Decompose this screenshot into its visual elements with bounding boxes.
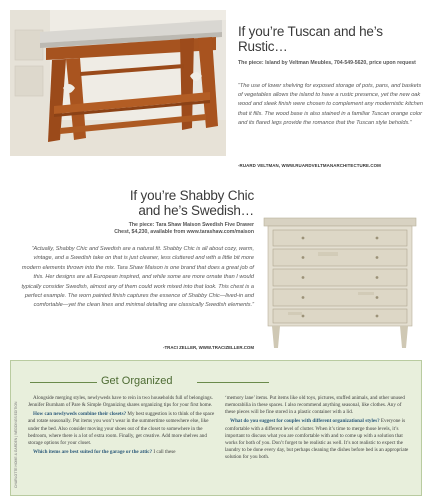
answer-garage-start: I call these <box>152 449 176 456</box>
tuscan-piece-info: The piece: Island by Veltman Meubles, 704-549-5620, price upon request <box>238 60 416 66</box>
answer-styles: Everyone is comfortable with a different level of clutter. When it’s time to merge those levels, it’s important to discuss what you are comfortable with and to come up with a solution that works for both of you. Don’t forget to be realistic as well. It’s not realistic to expect the laundry to be done every day, but perhaps cleaning the dishes before bed is an appropriate solution for you both. <box>225 418 409 460</box>
question-closets: How can newlyweds combine their closets? <box>33 411 127 418</box>
organized-left-column <box>28 395 216 458</box>
shabby-piece-info: The piece: Tara Shaw Maison Swedish Five Drawer Chest, $4,230, available from www.tarashaw.com/maison <box>114 222 254 235</box>
title-rule-right <box>197 382 269 383</box>
question-styles: What do you suggest for couples with different organizational styles? <box>230 418 380 425</box>
answer-closets: My best suggestion is to think of the space and rotate seasonally. Put items you won’t wear in the summertime somewhere else, like under the bed. Also consider moving your shoes out of the closet to somewhere in the bedroom, where there is a lot of extra room. Finally, get creative. Add more shelves and storage options for your closet. <box>28 411 215 446</box>
organized-qa-1 <box>28 411 216 446</box>
organized-qa-2 <box>28 449 216 456</box>
side-caption <box>12 401 24 488</box>
tuscan-quote: “The use of lower shelving for exposed storage of pots, pans, and baskets of vegetables allows the island to have a rustic presence, yet the new oak wood and sleek finish were chosen to complement any modernistic kitchen that it fills. The wood base is also stained in a familiar Tuscan orange color and its flared legs provide the romance that the Tuscan style beholds.” <box>238 83 424 126</box>
side-caption-text: CHARLOTTE HOME & GARDEN | WEDDINGS EDITION <box>14 401 18 488</box>
chest-photo <box>258 212 422 352</box>
answer-garage-continued: ‘memory lane’ items. Put items like old toys, pictures, stuffed animals, and other unused memorabilia in these spaces. I also recommend anything seasonal, like clothes. Any of these pieces will be fine stored in a plastic container with a lid. <box>225 395 405 416</box>
shabby-quote: “Actually, Shabby Chic and Swedish are a natural fit. Shabby Chic is all about cozy, warm, vintage, and a Swedish take on that is just cleaner, less cluttered and with a little bit more modern elements thrown into the mix. Tara Shaw Maison is one brand that does a great job of this. Her designs are all European inspired, and while some are more ornate than I would typically consider Swedish, almost any of them could work mixed into that look. This chest is a perfect example. The worn painted finish captures the essence of Shabby Chic—lived-in and comfortable—yet the clean lines and minimal detailing are classically Swedish elements.” <box>21 246 254 309</box>
island-photo <box>10 10 226 156</box>
question-garage: Which items are best suited for the garage or the attic? <box>33 449 153 456</box>
title-rule-left <box>30 382 97 383</box>
shabby-credit: -TRACI ZELLER, WWW.TRACIZELLER.COM <box>163 345 254 350</box>
get-organized-title: Get Organized <box>101 375 173 387</box>
tuscan-heading: If you’re Tuscan and he’s Rustic… <box>238 24 383 54</box>
shabby-heading: If you’re Shabby Chic and he’s Swedish… <box>129 188 254 218</box>
organized-qa-3 <box>225 418 413 461</box>
organized-right-column <box>225 395 413 463</box>
tuscan-credit: -RUARD VELTMAN, WWW.RUARDVELTMANARCHITECTURE.COM <box>238 163 381 168</box>
organized-intro: Alongside merging styles, newlyweds have to rein in two households full of belongings. Jennifer Burnham of Pare & Simple Organizing shares organizing tips for your first home. <box>28 395 213 409</box>
